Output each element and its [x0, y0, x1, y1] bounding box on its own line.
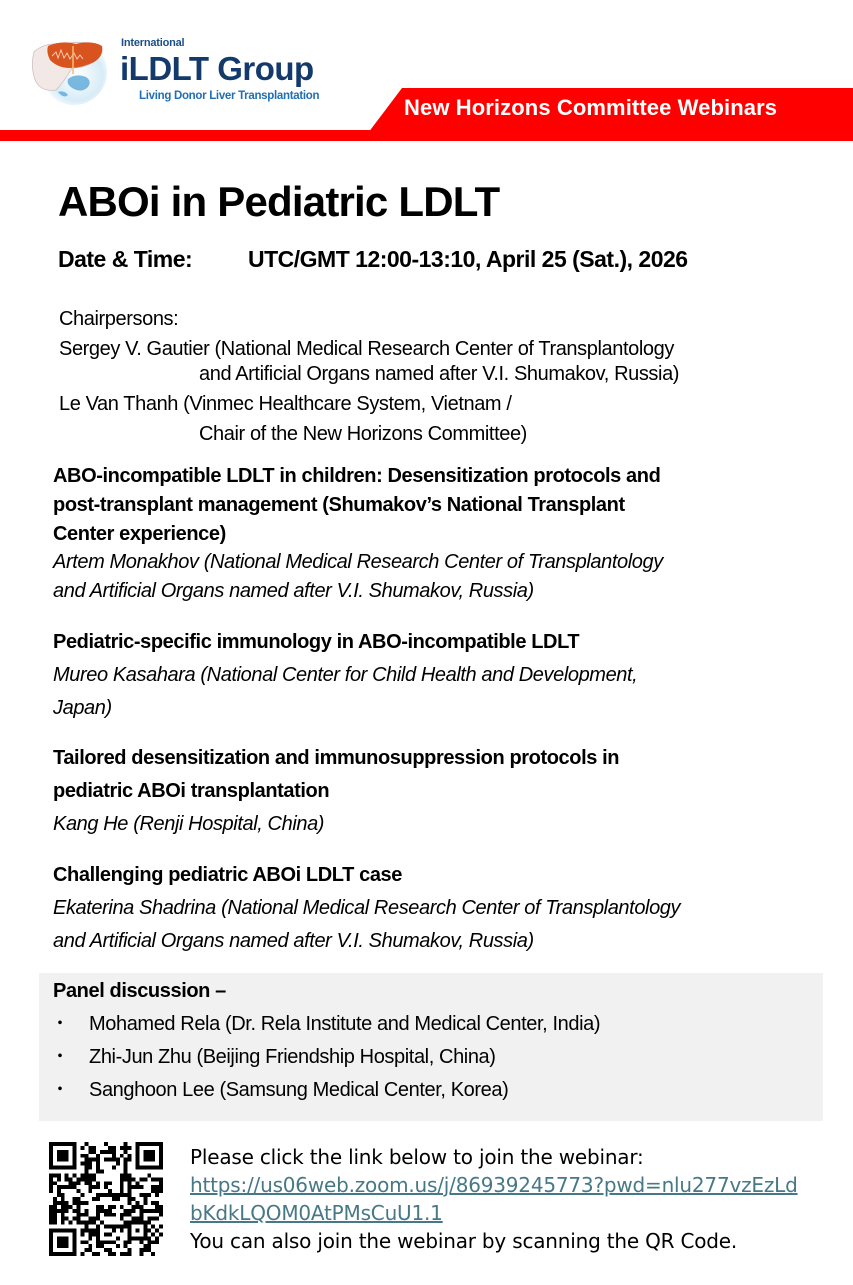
talk-speaker: and Artificial Organs named after V.I. Shumakov, Russia): [53, 930, 534, 952]
panel-title: Panel discussion –: [53, 980, 226, 1002]
talk-title: Challenging pediatric ABOi LDLT case: [53, 864, 402, 886]
talk-speaker: Artem Monakhov (National Medical Research Center of Transplantology: [53, 551, 663, 573]
chairperson-line: Le Van Thanh (Vinmec Healthcare System, Vietnam /: [59, 393, 512, 415]
date-time-label: Date & Time:: [58, 246, 193, 272]
talk-speaker: Japan): [53, 697, 112, 719]
panel-member: Sanghoon Lee (Samsung Medical Center, Korea): [89, 1079, 509, 1101]
talk-title: Center experience): [53, 523, 226, 545]
join-instructions: Please click the link below to join the webinar:: [190, 1145, 644, 1169]
chairpersons-label: Chairpersons:: [59, 308, 179, 330]
bullet-icon: ・: [50, 1079, 70, 1101]
talk-speaker: Mureo Kasahara (National Center for Child Health and Development,: [53, 664, 638, 686]
webinar-link[interactable]: https://us06web.zoom.us/j/86939245773?pwd=nlu277vzEzLd: [190, 1173, 798, 1197]
chairperson-line: Sergey V. Gautier (National Medical Research Center of Transplantology: [59, 338, 674, 360]
bullet-icon: ・: [50, 1046, 70, 1068]
page-title: ABOi in Pediatric LDLT: [58, 178, 500, 225]
series-title: New Horizons Committee Webinars: [404, 95, 778, 120]
talk-title: post-transplant management (Shumakov’s National Transplant: [53, 494, 625, 516]
logo-small-text: International: [121, 37, 185, 49]
talk-speaker: Ekaterina Shadrina (National Medical Research Center of Transplantology: [53, 897, 681, 919]
logo-main-text: iLDLT Group: [120, 50, 314, 87]
date-time-value: UTC/GMT 12:00-13:10, April 25 (Sat.), 2026: [248, 246, 688, 272]
logo-subtitle: Living Donor Liver Transplantation: [139, 90, 320, 102]
talk-title: Pediatric-specific immunology in ABO-incompatible LDLT: [53, 631, 580, 653]
panel-member: Zhi-Jun Zhu (Beijing Friendship Hospital, China): [89, 1046, 496, 1068]
qr-note: You can also join the webinar by scanning the QR Code.: [190, 1229, 738, 1253]
talk-speaker: and Artificial Organs named after V.I. Shumakov, Russia): [53, 580, 534, 602]
talk-title: pediatric ABOi transplantation: [53, 780, 330, 802]
bullet-icon: ・: [50, 1013, 70, 1035]
chairperson-line: and Artificial Organs named after V.I. Shumakov, Russia): [199, 363, 680, 385]
panel-member: Mohamed Rela (Dr. Rela Institute and Medical Center, India): [89, 1013, 601, 1035]
chairperson-line: Chair of the New Horizons Committee): [199, 423, 527, 445]
liver-globe-icon: [28, 34, 108, 106]
qr-code-icon[interactable]: [49, 1142, 163, 1256]
webinar-link-continued[interactable]: bKdkLQOM0AtPMsCuU1.1: [190, 1201, 443, 1225]
talk-title: Tailored desensitization and immunosuppression protocols in: [53, 747, 620, 769]
talk-title: ABO-incompatible LDLT in children: Desensitization protocols and: [53, 465, 661, 487]
talk-speaker: Kang He (Renji Hospital, China): [53, 813, 325, 835]
